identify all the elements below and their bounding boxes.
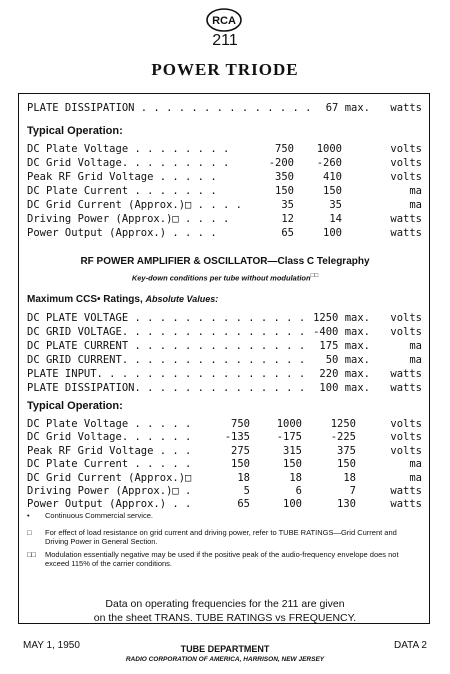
row-unit: volts xyxy=(390,444,422,457)
row-value: 150 xyxy=(283,458,302,471)
table-row xyxy=(27,185,422,198)
table-row xyxy=(27,431,422,444)
row-value: 750 xyxy=(275,143,294,155)
row-label: DC Grid Voltage. . . . . . . . . xyxy=(27,157,230,169)
row-value: -200 xyxy=(268,157,294,169)
row-unit: watts xyxy=(390,368,422,380)
table-row xyxy=(27,143,422,156)
tube-number: 211 xyxy=(212,32,238,49)
row-unit: watts xyxy=(390,485,422,497)
footer-corporation: RADIO CORPORATION OF AMERICA, HARRISON, NEW JERSEY xyxy=(125,656,325,663)
row-label: PLATE DISSIPATION . . . . . . . . . . . . . . xyxy=(27,102,312,114)
row-value: 150 xyxy=(337,458,356,471)
note-mark: □ xyxy=(27,528,32,537)
row-label: DC Plate Voltage . . . . . . . . xyxy=(27,143,230,155)
row-unit: watts xyxy=(390,213,422,225)
table-row xyxy=(27,498,422,511)
row-label: PLATE INPUT. . . . . . . . . . . . . . . . . xyxy=(27,368,306,380)
row-unit: ma xyxy=(409,340,422,352)
note-mark: □□ xyxy=(27,550,37,559)
row-label: DC Plate Current . . . . . xyxy=(27,458,192,471)
typical-operation-heading-1: Typical Operation: xyxy=(27,125,123,137)
row-value: 410 xyxy=(323,171,342,183)
page-title: POWER TRIODE xyxy=(151,60,299,79)
plate-dissipation-row xyxy=(27,102,422,115)
typical-operation-heading-2: Typical Operation: xyxy=(27,400,123,412)
row-unit: ma xyxy=(409,471,422,484)
row-unit: ma xyxy=(409,354,422,366)
row-value: 150 xyxy=(231,458,250,471)
note-mark: • xyxy=(27,511,30,520)
table-row xyxy=(27,354,422,367)
row-label: PLATE DISSIPATION. . . . . . . . . . . . . . xyxy=(27,382,306,394)
row-value: 175 max. xyxy=(319,340,370,352)
row-label: Power Output (Approx.) . . . . xyxy=(27,227,217,239)
row-value: 5 xyxy=(243,485,250,497)
row-unit: volts xyxy=(390,418,422,430)
note-modulation xyxy=(27,550,422,577)
row-label: Driving Power (Approx.)□ . xyxy=(27,485,192,497)
row-value: -400 max. xyxy=(313,326,370,338)
table-row xyxy=(27,312,422,325)
note-text: For effect of load resistance on grid current and driving power, refer to TUBE RATINGS—Grid Current and Driving Power in General Section. xyxy=(45,528,397,546)
ratings-heading-text: Maximum CCS• Ratings, xyxy=(27,294,143,305)
row-value: 65 xyxy=(281,227,294,239)
table-row xyxy=(27,326,422,339)
row-unit: ma xyxy=(409,199,422,211)
row-unit: volts xyxy=(390,431,422,444)
row-value: 150 xyxy=(275,185,294,197)
row-value: 7 xyxy=(349,485,356,497)
section-subheading xyxy=(0,272,450,283)
row-value: 1000 xyxy=(276,418,302,430)
row-label: Peak RF Grid Voltage . . . xyxy=(27,444,192,457)
row-value: 18 xyxy=(237,471,250,484)
row-value: 18 xyxy=(343,471,356,484)
data-note-line-1: Data on operating frequencies for the 211 are given xyxy=(105,598,345,610)
data-note-line-2: on the sheet TRANS. TUBE RATINGS vs FREQUENCY. xyxy=(93,612,357,624)
row-value: 150 xyxy=(323,185,342,197)
row-label: DC Grid Voltage. . . . . . xyxy=(27,431,192,444)
row-unit: watts xyxy=(390,227,422,239)
row-value: 100 max. xyxy=(319,382,370,394)
table-row xyxy=(27,368,422,381)
rca-logo xyxy=(204,7,244,33)
row-label: DC GRID CURRENT. . . . . . . . . . . . . . . xyxy=(27,354,306,366)
row-value: 275 xyxy=(231,444,250,457)
row-value: 65 xyxy=(237,498,250,511)
row-value: 1250 max. xyxy=(313,312,370,324)
row-value: 67 max. xyxy=(325,102,370,114)
section-heading: RF POWER AMPLIFIER & OSCILLATOR—Class C Telegraphy xyxy=(80,256,370,267)
row-value: 35 xyxy=(281,199,294,211)
row-value: -135 xyxy=(224,431,250,444)
row-label: Driving Power (Approx.)□ . . . . xyxy=(27,213,230,225)
subheading-text: Key-down conditions per tube without modulation xyxy=(131,273,311,283)
row-value: -260 xyxy=(316,157,342,169)
row-value: 18 xyxy=(289,471,302,484)
row-unit: ma xyxy=(409,185,422,197)
row-label: DC Plate Current . . . . . . . xyxy=(27,185,217,197)
note-text: Modulation essentially negative may be used if the positive peak of the audio-frequency envelope does not exceed 115% of the carrier conditions. xyxy=(45,550,399,568)
row-unit: watts xyxy=(390,498,422,511)
row-value: 35 xyxy=(329,199,342,211)
row-value: 100 xyxy=(283,498,302,511)
table-row xyxy=(27,340,422,353)
row-value: 130 xyxy=(337,498,356,511)
row-label: DC Plate Voltage . . . . . xyxy=(27,418,192,430)
row-value: 315 xyxy=(283,444,302,457)
footer-date: MAY 1, 1950 xyxy=(23,640,80,651)
row-unit: volts xyxy=(390,312,422,324)
table-row xyxy=(27,418,422,431)
row-label: DC PLATE CURRENT . . . . . . . . . . . . . . xyxy=(27,340,306,352)
table-row xyxy=(27,199,422,212)
row-unit: watts xyxy=(390,382,422,394)
row-label: DC GRID VOLTAGE. . . . . . . . . . . . . . . xyxy=(27,326,306,338)
row-value: 375 xyxy=(337,444,356,457)
row-value: 350 xyxy=(275,171,294,183)
row-label: DC Grid Current (Approx.)□ . . . . xyxy=(27,199,242,211)
note-text: Continuous Commercial service. xyxy=(45,511,153,520)
note-ccs xyxy=(27,511,422,521)
row-value: 14 xyxy=(329,213,342,225)
row-value: 750 xyxy=(231,418,250,430)
row-label: Power Output (Approx.) . . xyxy=(27,498,192,511)
row-value: 12 xyxy=(281,213,294,225)
row-unit: watts xyxy=(390,102,422,114)
table-row xyxy=(27,157,422,170)
frequency-data-note xyxy=(30,597,420,625)
row-unit: volts xyxy=(390,143,422,155)
row-value: 1250 xyxy=(330,418,356,430)
row-unit: volts xyxy=(390,171,422,183)
max-ratings-heading xyxy=(27,294,218,305)
row-value: -175 xyxy=(276,431,302,444)
table-row xyxy=(27,227,422,240)
table-row xyxy=(27,382,422,395)
row-unit: ma xyxy=(409,458,422,471)
row-value: 100 xyxy=(323,227,342,239)
row-value: -225 xyxy=(330,431,356,444)
ratings-heading-italic: Absolute Values: xyxy=(145,294,219,304)
row-value: 1000 xyxy=(316,143,342,155)
row-value: 6 xyxy=(295,485,302,497)
table-row xyxy=(27,445,422,458)
footer-department: TUBE DEPARTMENT xyxy=(180,644,270,654)
table-row xyxy=(27,485,422,498)
row-label: DC Grid Current (Approx.)□ xyxy=(27,471,192,484)
row-label: DC PLATE VOLTAGE . . . . . . . . . . . . . . xyxy=(27,312,306,324)
table-row xyxy=(27,472,422,485)
row-label: Peak RF Grid Voltage . . . . . xyxy=(27,171,217,183)
table-row xyxy=(27,458,422,471)
row-value: 220 max. xyxy=(319,368,370,380)
svg-text:RCA: RCA xyxy=(212,15,236,27)
subheading-mark: □□ xyxy=(310,272,319,279)
table-row xyxy=(27,213,422,226)
note-grid-current xyxy=(27,528,422,546)
row-value: 50 max. xyxy=(325,354,370,366)
row-unit: volts xyxy=(390,157,422,169)
footer-page: DATA 2 xyxy=(394,640,427,651)
table-row xyxy=(27,171,422,184)
row-unit: volts xyxy=(390,326,422,338)
